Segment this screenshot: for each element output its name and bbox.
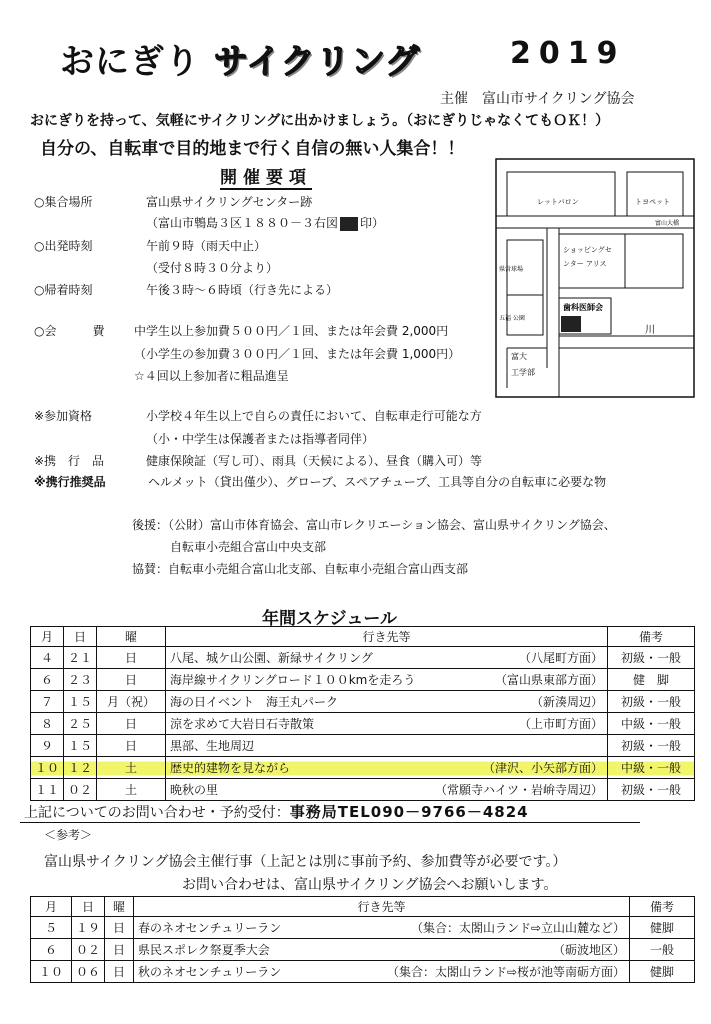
month-cell: １０ xyxy=(31,757,64,779)
support-row: 後援：（公財）富山市体育協会、富山市レクリエーション協会、富山県サイクリング協会、 xyxy=(132,518,616,532)
day-cell: ２５ xyxy=(64,713,97,735)
note-cell: 中級・一般 xyxy=(608,713,695,735)
weekday-cell: 日 xyxy=(105,939,134,961)
destination-text: 秋のネオセンチュリーラン xyxy=(138,965,282,979)
organizer: 主催 富山市サイクリング協会 xyxy=(440,91,635,107)
month-cell: ９ xyxy=(31,735,64,757)
destination-area: （常願寺ハイツ・岩峅寺周辺） xyxy=(434,783,603,797)
qual-row: ※参加資格 小学校４年生以上で自らの責任において、自転車走行可能な方 xyxy=(34,409,482,423)
month-cell: １０ xyxy=(31,961,72,983)
reference-table xyxy=(30,896,695,983)
contact-phone: 事務局TEL090－9766－4824 xyxy=(289,803,529,821)
outline-title: 開催要項 xyxy=(220,163,312,190)
day-cell: ０２ xyxy=(64,779,97,801)
map-label-shopping: ショッピングセ xyxy=(563,246,612,254)
month-cell: ７ xyxy=(31,691,64,713)
fee-note: ☆４回以上参加者に粗品進呈 xyxy=(134,369,289,383)
month-cell: ４ xyxy=(31,647,64,669)
note-cell: 健脚 xyxy=(630,961,695,983)
day-cell: ２１ xyxy=(64,647,97,669)
day-cell: ０６ xyxy=(72,961,105,983)
map-label-univ: 富大 xyxy=(511,352,527,361)
day-cell: １５ xyxy=(64,691,97,713)
table-row xyxy=(31,647,695,669)
weekday-cell: 日 xyxy=(97,669,166,691)
weekday-cell: 日 xyxy=(97,713,166,735)
note-cell: 中級・一般 xyxy=(608,757,695,779)
map-label-toyopet: トヨペット xyxy=(635,198,670,206)
destination-cell xyxy=(166,691,608,713)
reference-line-1: 富山県サイクリング協会主催行事（上記とは別に事前予約、参加費等が必要です。） xyxy=(44,854,567,870)
table-row xyxy=(31,757,695,779)
destination-cell xyxy=(166,669,608,691)
destination-cell xyxy=(134,939,630,961)
contact-line: 上記についてのお問い合わせ・予約受付：事務局TEL090－9766－4824 xyxy=(24,803,529,821)
depart-sub: （受付８時３０分より） xyxy=(146,261,279,275)
map-label-dental: 歯科医師会 xyxy=(563,303,603,312)
weekday-cell: 土 xyxy=(97,757,166,779)
table-row xyxy=(31,917,695,939)
title-onigiri: おにぎり xyxy=(60,42,200,82)
venue-map xyxy=(495,158,695,398)
venue-row: ○集合場所 富山県サイクリングセンター跡 xyxy=(34,195,313,209)
destination-area: （上市町方面） xyxy=(518,717,603,731)
depart-row: ○出発時刻 午前９時（雨天中止） xyxy=(34,239,267,253)
schedule-header: 月 日 曜 行き先等 備考 xyxy=(31,627,695,647)
map-label-river: 川 xyxy=(645,325,655,336)
destination-text: 歴史的建物を見ながら xyxy=(170,761,291,775)
month-cell: ５ xyxy=(31,917,72,939)
destination-cell xyxy=(134,961,630,983)
fee-sub: （小学生の参加費３００円／１回、または年会費 1,000円） xyxy=(134,347,461,361)
qual-sub: （小・中学生は保護者または指導者同伴） xyxy=(146,432,375,446)
destination-area: （新湊周辺） xyxy=(530,695,603,709)
weekday-cell: 日 xyxy=(105,961,134,983)
day-cell: ０２ xyxy=(72,939,105,961)
destination-cell xyxy=(166,779,608,801)
destination-text: 海の日イベント 海王丸パーク xyxy=(170,695,339,709)
reference-label: ＜参考＞ xyxy=(44,828,93,842)
day-cell: １９ xyxy=(72,917,105,939)
map-marker xyxy=(340,217,358,231)
map-label-engineering: 工学部 xyxy=(511,368,535,377)
destination-cell xyxy=(166,735,608,757)
return-row: ○帰着時刻 午後３時～６時頃（行き先による） xyxy=(34,283,339,297)
map-label-stadium: 県営球場 xyxy=(499,266,524,273)
weekday-cell: 月（祝） xyxy=(97,691,166,713)
destination-area: （津沢、小矢部方面） xyxy=(482,761,603,775)
destination-text: 県民スポレク祭夏季大会 xyxy=(138,943,270,957)
note-cell: 健 脚 xyxy=(608,669,695,691)
destination-text: 黒部、生地周辺 xyxy=(170,739,255,753)
destination-text: 八尾、城ケ山公園、新緑サイクリング xyxy=(170,651,373,665)
weekday-cell: 日 xyxy=(97,735,166,757)
lead-text: おにぎりを持って、気軽にサイクリングに出かけましょう。（おにぎりじゃなくてもＯＫ！） xyxy=(30,113,610,129)
title-year: 2019 xyxy=(510,36,626,71)
destination-cell xyxy=(134,917,630,939)
destination-cell xyxy=(166,757,608,779)
weekday-cell: 日 xyxy=(97,647,166,669)
headline: 自分の、自転車で目的地まで行く自信の無い人集合！！ xyxy=(40,139,465,159)
map-label-bridge: 富山大橋 xyxy=(655,220,680,227)
divider xyxy=(20,822,640,823)
note-cell: 初級・一般 xyxy=(608,735,695,757)
note-cell: 初級・一般 xyxy=(608,779,695,801)
month-cell: ６ xyxy=(31,669,64,691)
note-cell: 初級・一般 xyxy=(608,691,695,713)
sponsor-row: 協賛：自転車小売組合富山北支部、自転車小売組合富山西支部 xyxy=(132,562,469,576)
destination-text: 涼を求めて大岩日石寺散策 xyxy=(170,717,315,731)
venue-address: （富山市鵯島３区１８８０－３右図 印） xyxy=(146,216,385,230)
support-row-2: 自転車小売組合富山中央支部 xyxy=(170,540,327,554)
map-label-redbaron: レットバロン xyxy=(537,198,579,206)
carry-row: ※携 行 品 健康保険証（写し可）、雨具（天候による）、昼食（購入可）等 xyxy=(34,454,483,468)
destination-text: 晩秋の里 xyxy=(170,783,219,797)
table-row xyxy=(31,939,695,961)
destination-area: （富山県東部方面） xyxy=(494,673,603,687)
month-cell: ８ xyxy=(31,713,64,735)
table-row xyxy=(31,961,695,983)
table-row xyxy=(31,669,695,691)
venue-marker xyxy=(561,316,581,332)
destination-area: （集合：太閤山ランド⇨桜が池等南砺方面） xyxy=(386,965,625,979)
table-row xyxy=(31,691,695,713)
fee-row: ○会 費 中学生以上参加費５００円／１回、または年会費 2,000円 xyxy=(34,324,449,338)
note-cell: 一般 xyxy=(630,939,695,961)
month-cell: ６ xyxy=(31,939,72,961)
table-row xyxy=(31,735,695,757)
note-cell: 健脚 xyxy=(630,917,695,939)
day-cell: １５ xyxy=(64,735,97,757)
title-cycling: サイクリング xyxy=(214,42,421,82)
reference-header: 月 日 曜 行き先等 備考 xyxy=(31,897,695,917)
destination-text: 海岸線サイクリングロード１００kmを走ろう xyxy=(170,673,416,687)
reference-line-2: お問い合わせは、富山県サイクリング協会へお願いします。 xyxy=(182,877,558,893)
note-cell: 初級・一般 xyxy=(608,647,695,669)
destination-text: 春のネオセンチュリーラン xyxy=(138,921,282,935)
schedule-title: 年間スケジュール xyxy=(262,609,397,629)
month-cell: １１ xyxy=(31,779,64,801)
destination-area: （集合：太閤山ランド⇨立山山麓など） xyxy=(410,921,625,935)
weekday-cell: 日 xyxy=(105,917,134,939)
weekday-cell: 土 xyxy=(97,779,166,801)
destination-area: （砺波地区） xyxy=(552,943,625,957)
destination-area: （八尾町方面） xyxy=(518,651,603,665)
destination-cell xyxy=(166,713,608,735)
table-row xyxy=(31,713,695,735)
destination-cell xyxy=(166,647,608,669)
flyer-title xyxy=(60,34,434,83)
map-label-park: 五福 公園 xyxy=(499,315,525,322)
map-label-alice: ンター アリス xyxy=(563,260,607,268)
day-cell: １２ xyxy=(64,757,97,779)
day-cell: ２３ xyxy=(64,669,97,691)
schedule-table xyxy=(30,626,695,801)
recommended-row: ※携行推奨品 ヘルメット（貸出僅少）、グローブ、スペアチューブ、工具等自分の自転車に必要な物 xyxy=(34,475,607,489)
table-row xyxy=(31,779,695,801)
